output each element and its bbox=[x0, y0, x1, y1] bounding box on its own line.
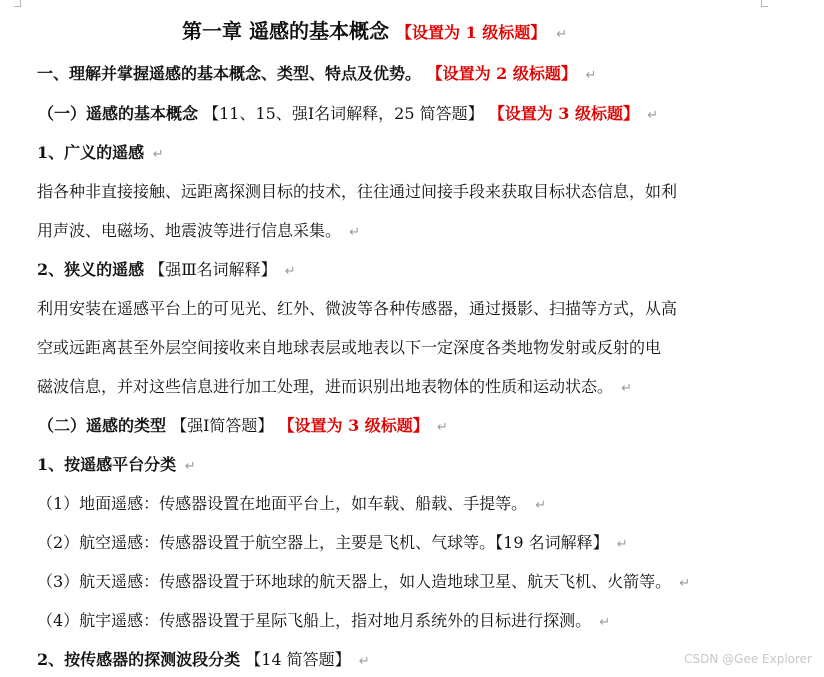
heading-level-3-basic-concepts[interactable] bbox=[38, 103, 658, 127]
paragraph-mark-icon: ↵ bbox=[535, 498, 547, 513]
paragraph-mark-icon: ↵ bbox=[616, 537, 628, 552]
heading-level-3-text: （二）遥感的类型 bbox=[38, 416, 167, 435]
section-broad-remote-sensing[interactable] bbox=[37, 142, 164, 166]
exam-note: 【强Ⅰ简答题】 bbox=[171, 416, 274, 435]
heading-level-3-types[interactable] bbox=[38, 415, 448, 439]
chapter-title-style-tag: 【设置为 1 级标题】 bbox=[395, 23, 547, 42]
paragraph-mark-icon: ↵ bbox=[284, 264, 296, 279]
paragraph-mark-icon: ↵ bbox=[599, 615, 611, 630]
list-item-text: （4）航宇遥感：传感器设置于星际飞船上，指对地月系统外的目标进行探测。 bbox=[37, 611, 592, 630]
paragraph-mark-icon: ↵ bbox=[358, 654, 370, 669]
paragraph-mark-icon: ↵ bbox=[349, 225, 361, 240]
body-text-line[interactable] bbox=[37, 337, 661, 359]
heading-level-2-style-tag: 【设置为 2 级标题】 bbox=[426, 64, 577, 83]
exam-note: 【11、15、强Ⅰ名词解释，25 简答题】 bbox=[203, 104, 484, 123]
exam-note: 【14 简答题】 bbox=[245, 650, 351, 669]
list-item-text: （3）航天遥感：传感器设置于环地球的航天器上，如人造地球卫星、航天飞机、火箭等。 bbox=[37, 572, 672, 591]
section-narrow-remote-sensing[interactable] bbox=[37, 259, 296, 283]
body-text: 利用安装在遥感平台上的可见光、红外、微波等各种传感器，通过摄影、扫描等方式，从高 bbox=[37, 299, 678, 318]
section-by-platform[interactable] bbox=[37, 454, 196, 478]
heading-level-3-style-tag: 【设置为 3 级标题】 bbox=[278, 416, 429, 435]
section-title: 2、按传感器的探测波段分类 bbox=[37, 650, 241, 669]
heading-level-2[interactable] bbox=[37, 63, 596, 87]
body-text: 空或远距离甚至外层空间接收来自地球表层或地表以下一定深度各类地物发射或反射的电 bbox=[37, 338, 662, 357]
paragraph-mark-icon: ↵ bbox=[621, 381, 633, 396]
section-title: 1、广义的遥感 bbox=[37, 143, 145, 162]
section-by-band[interactable] bbox=[37, 649, 370, 673]
paragraph-mark-icon: ↵ bbox=[556, 27, 568, 42]
list-item[interactable] bbox=[37, 532, 628, 556]
list-item[interactable] bbox=[37, 493, 546, 517]
body-text: 用声波、电磁场、地震波等进行信息采集。 bbox=[37, 221, 342, 240]
chapter-title[interactable] bbox=[182, 17, 567, 49]
body-text-line[interactable] bbox=[37, 181, 677, 203]
paragraph-mark-icon: ↵ bbox=[184, 459, 196, 474]
body-text-line[interactable] bbox=[37, 376, 632, 400]
page-corner-marker-left bbox=[14, 0, 21, 7]
paragraph-mark-icon: ↵ bbox=[436, 420, 448, 435]
body-text-line[interactable] bbox=[37, 298, 677, 320]
chapter-title-text: 第一章 遥感的基本概念 bbox=[182, 19, 389, 43]
paragraph-mark-icon: ↵ bbox=[152, 147, 164, 162]
section-title: 2、狭义的遥感 bbox=[37, 260, 145, 279]
list-item[interactable] bbox=[37, 571, 690, 595]
heading-level-3-style-tag: 【设置为 3 级标题】 bbox=[488, 104, 639, 123]
exam-note: 【强Ⅲ名词解释】 bbox=[149, 260, 277, 279]
section-title: 1、按遥感平台分类 bbox=[37, 455, 177, 474]
list-item-text: （1）地面遥感：传感器设置在地面平台上，如车载、船载、手提等。 bbox=[37, 494, 528, 513]
heading-level-2-text: 一、理解并掌握遥感的基本概念、类型、特点及优势。 bbox=[37, 64, 422, 83]
list-item-text: （2）航空遥感：传感器设置于航空器上，主要是飞机、气球等。【19 名词解释】 bbox=[37, 533, 609, 552]
paragraph-mark-icon: ↵ bbox=[647, 108, 658, 123]
body-text: 磁波信息，并对这些信息进行加工处理，进而识别出地表物体的性质和运动状态。 bbox=[37, 377, 614, 396]
heading-level-3-text: （一）遥感的基本概念 bbox=[38, 104, 199, 123]
paragraph-mark-icon: ↵ bbox=[679, 576, 691, 591]
page-corner-marker-right bbox=[761, 0, 768, 7]
body-text: 指各种非直接接触、远距离探测目标的技术，往往通过间接手段来获取目标状态信息，如利 bbox=[37, 182, 678, 201]
watermark: CSDN @Gee Explorer bbox=[684, 652, 812, 666]
paragraph-mark-icon: ↵ bbox=[585, 68, 597, 83]
list-item[interactable] bbox=[37, 610, 610, 634]
body-text-line[interactable] bbox=[37, 220, 360, 244]
